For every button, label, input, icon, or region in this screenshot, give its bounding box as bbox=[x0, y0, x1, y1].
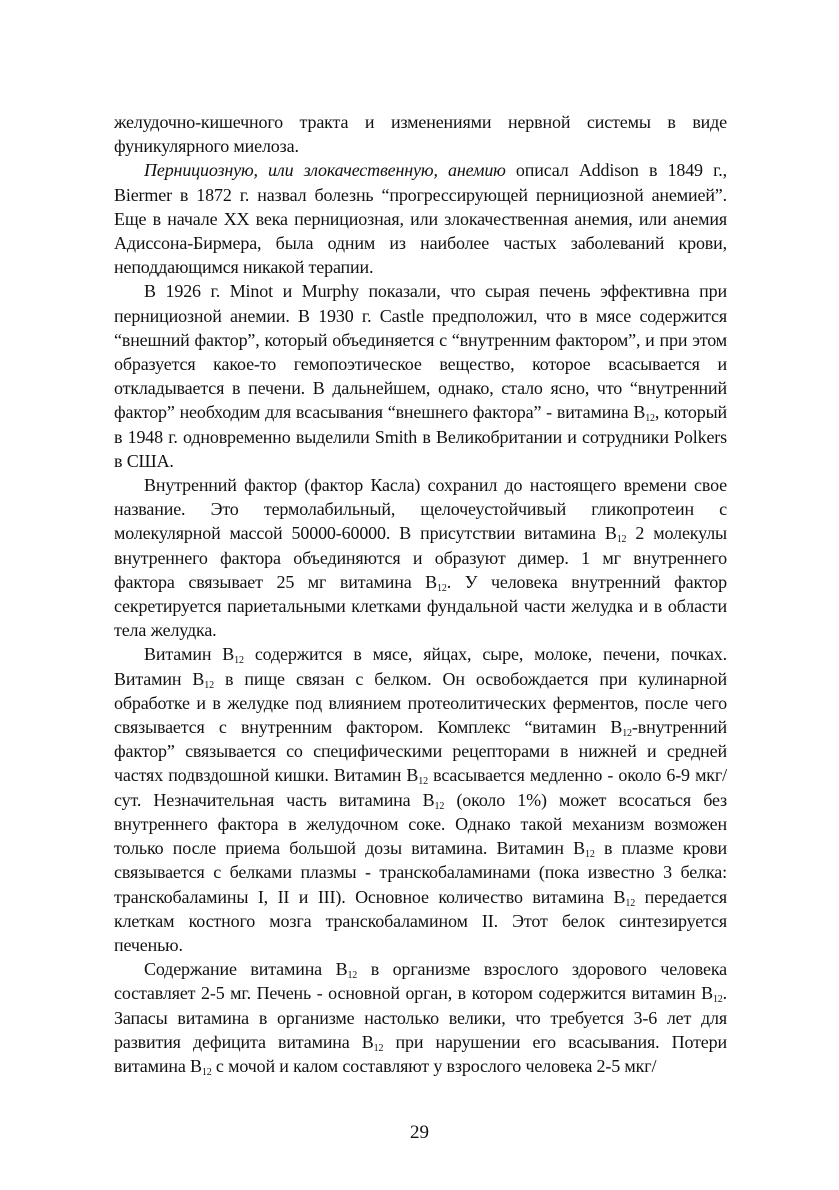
text-run: в организме взрослого здорового человека составляет 2-5 мг. Печень - основной орган, в котором содержится витамин B bbox=[114, 959, 728, 1004]
text-run: (около 1%) может всосаться без внутреннего фактора в желудочном соке. Однако такой механизм возможен только после приема большой дозы витамина. Витамин B bbox=[114, 789, 727, 859]
page-number: 29 bbox=[410, 1122, 429, 1143]
text-run: . У человека внутренний фактор секретируется париетальными клетками фундальной части желудка и в области тела желудка. bbox=[114, 571, 727, 641]
paragraph bbox=[114, 279, 727, 473]
paragraph bbox=[114, 642, 727, 957]
italic-term: Пернициозную, или злокачественную, анемию bbox=[144, 160, 506, 181]
paragraph bbox=[114, 158, 727, 279]
subscript: 12 bbox=[584, 849, 595, 861]
subscript: 12 bbox=[204, 679, 214, 691]
text-run: Витамин B bbox=[144, 644, 235, 665]
text-run: передается клеткам костного мозга транскобаламином II. Этот белок синтезируется печенью. bbox=[114, 886, 727, 955]
text-run: с мочой и калом составляют у взрослого человека 2-5 мкг/ bbox=[211, 1055, 657, 1076]
text-run: -внутренний фактор” связывается со специфическими рецепторами в нижней и средней частях подвздошной кишки. Витамин B bbox=[114, 717, 727, 786]
text-run: В 1926 г. Minot и Murphy показали, что сырая печень эффективна при пернициозной анемии. В 1930 г. Castle предположил, что в мясе содержится “внешний фактор”, который объединяется с “внутренним фактором”, и при этом образуется какое-то гемопоэтическое вещество, которое всасывается и откладывается в печени. В дальнейшем, однако, стало ясно, что “внутренний фактор” необходим для всасывания “внешнего фактора” - витамина B bbox=[114, 281, 727, 423]
text-run: содержится в мясе, яйцах, сыре, молоке, печени, почках. Витамин B bbox=[114, 644, 728, 689]
subscript: 12 bbox=[201, 1066, 212, 1078]
text-run: , который в 1948 г. одновременно выделили Smith в Великобритании и сотрудники Polkers в США. bbox=[114, 402, 727, 471]
body-text bbox=[114, 110, 727, 1078]
subscript: 12 bbox=[622, 728, 632, 740]
text-run: в плазме крови связывается с белками плазмы - транскобаламинами (пока известно 3 белка: транскобаламины I, II и III). Основное количество витамина B bbox=[114, 838, 727, 907]
text-run: желудочно-кишечного тракта и изменениями нервной системы в виде фуникулярного миелоза. bbox=[114, 112, 727, 157]
text-run: описал Addison в 1849 г., Biermer в 1872 г. назвал болезнь “прогрессирующей пернициозной анемией”. Еще в начале XX века пернициозная, или злокачественная анемия, или анемия Адиссона-Бирмера, была одним из наиболее частых заболеваний крови, неподдающимся никакой терапии. bbox=[114, 160, 727, 278]
subscript: 12 bbox=[347, 970, 358, 982]
subscript: 12 bbox=[373, 1042, 384, 1054]
subscript: 12 bbox=[712, 994, 723, 1006]
text-run: 2 молекулы внутреннего фактора объединяются и образуют димер. 1 мг внутреннего фактора связывает 25 мг витамина B bbox=[114, 523, 727, 592]
subscript: 12 bbox=[616, 534, 627, 546]
subscript: 12 bbox=[234, 655, 244, 667]
text-run: Внутренний фактор (фактор Касла) сохранил до настоящего времени свое название. Это термолабильный, щелочеустойчивый гликопротеин с молекулярной массой 50000-60000. В присутствии витамина B bbox=[114, 475, 727, 544]
subscript: 12 bbox=[418, 776, 428, 788]
subscript: 12 bbox=[434, 800, 445, 812]
text-run: при нарушении его всасывания. Потери витамина B bbox=[114, 1031, 727, 1076]
subscript: 12 bbox=[437, 582, 447, 594]
paragraph bbox=[114, 473, 727, 642]
subscript: 12 bbox=[645, 413, 655, 425]
text-run: всасывается медленно - около 6-9 мкг/сут. Незначительная часть витамина B bbox=[114, 765, 727, 810]
text-run: в пище связан с белком. Он освобождается при кулинарной обработке и в желудке под влиянием протеолитических ферментов, после чего связывается с внутренним фактором. Комплекс “витамин B bbox=[114, 668, 727, 738]
text-run: . Запасы витамина в организме настолько велики, что требуется 3-6 лет для развития дефицита витамина B bbox=[114, 983, 727, 1052]
paragraph bbox=[114, 957, 727, 1078]
text-run: Содержание витамина B bbox=[144, 959, 348, 980]
subscript: 12 bbox=[625, 897, 636, 909]
paragraph bbox=[114, 110, 727, 158]
